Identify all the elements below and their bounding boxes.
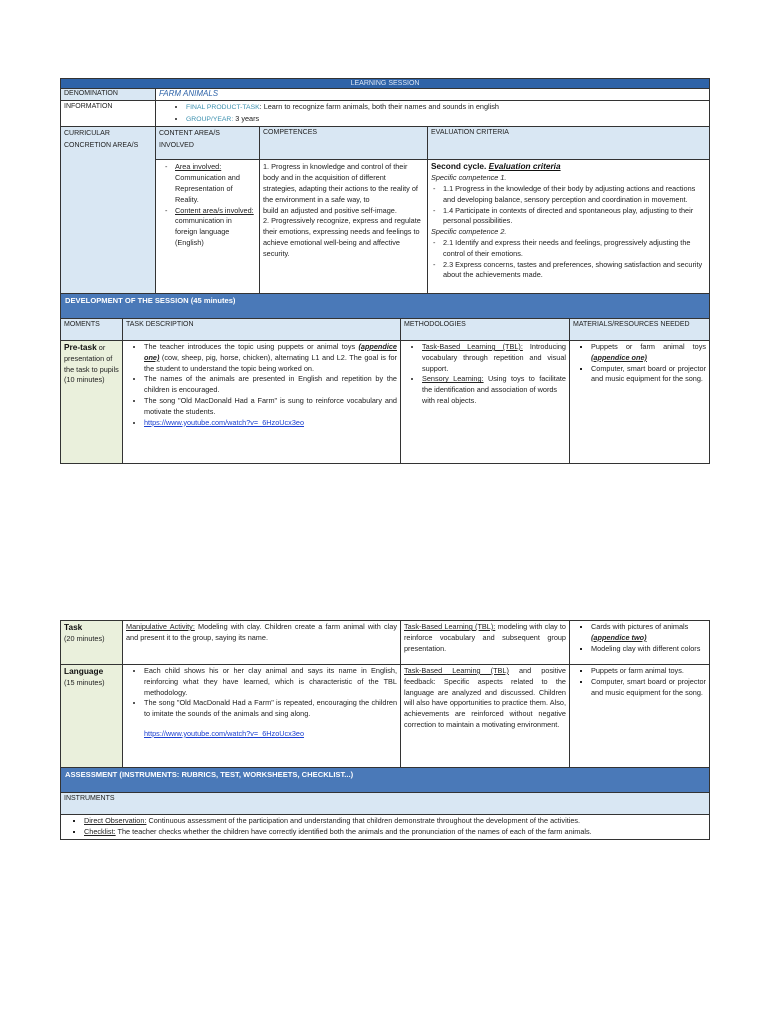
- content-area-involved: - Content area/s involved: communication in foreign language (English): [163, 206, 256, 249]
- language-materials: [570, 665, 710, 768]
- competences-cell: [260, 160, 428, 295]
- moments-label: MOMENTS: [61, 319, 123, 341]
- denomination-value: FARM ANIMALS: [156, 89, 710, 101]
- instruments-label: INSTRUMENTS: [61, 793, 710, 815]
- task-mat-2: ▪ Modeling clay with different colors: [591, 644, 706, 655]
- pretask-meth-2: • Sensory Learning: Using toys to facilitate the identification and association of words: [422, 374, 566, 396]
- pretask-description: [123, 341, 401, 464]
- group-year-item: • GROUP/YEAR: 3 years: [186, 114, 706, 126]
- task-materials-list: [573, 622, 706, 654]
- denomination-label: DENOMINATION: [61, 89, 156, 101]
- content-area-label: CONTENT AREA/S INVOLVED: [156, 127, 260, 160]
- specific-competence-2: Specific competence 2.: [431, 227, 507, 237]
- language-materials-list: [573, 666, 706, 698]
- development-band: DEVELOPMENT OF THE SESSION (45 minutes): [61, 294, 710, 319]
- task-moment: Task (20 minutes): [61, 621, 123, 665]
- task-methodologies: Task-Based Learning (TBL): modeling with clay to reinforce vocabulary and subsequent group presentation.: [401, 621, 570, 665]
- pretask-moment: Pre-task or presentation of the task to pupils (10 minutes): [61, 341, 123, 464]
- evaluation-cell: [428, 160, 710, 295]
- pretask-desc-2: • The names of the animals are presented in English and repetition by the children is encouraged.: [144, 374, 397, 396]
- final-product-item: • FINAL PRODUCT-TASK: Learn to recognize farm animals, both their names and sounds in english: [186, 102, 706, 114]
- information-label: INFORMATION: [61, 100, 156, 127]
- instrument-checklist: ▪ Checklist: The teacher checks whether the children have correctly identified both the animals and the pronunciation of the names of each of the farm animals.: [84, 827, 706, 838]
- language-methodologies: Task-Based Learning (TBL) and positive feedback: Specific aspects related to the language are analyzed and discussed. Children will also have opportunities to practice them. Also, achievements are reinforced without negative correction to maintain a motivating environment.: [401, 665, 570, 768]
- specific-competence-1: Specific competence 1.: [431, 173, 507, 183]
- information-value: [156, 100, 710, 127]
- language-moment: Language (15 minutes): [61, 665, 123, 768]
- language-description-list: [126, 666, 397, 720]
- task-materials: [570, 621, 710, 665]
- competences-label: COMPETENCES: [260, 127, 428, 160]
- language-youtube-link[interactable]: https://www.youtube.com/watch?v=_6HzoUcx3eo: [144, 728, 305, 738]
- information-list: [174, 102, 706, 126]
- language-mat-2: ▪ Computer, smart board or projector and music equipment for the song.: [591, 677, 706, 699]
- criteria-list-1: [431, 184, 706, 227]
- competence-line-4: 2. Progressively recognize, express and regulate their emotions, expressing needs and feelings to achieve emotional well-being and affective security.: [263, 216, 421, 258]
- criteria-list-2: [431, 238, 706, 281]
- language-desc-2: • The song "Old MacDonald Had a Farm" is repeated, encouraging the children to imitate the sounds of the animals and sing along.: [144, 698, 397, 720]
- pretask-meth-1: • Task-Based Learning (TBL): Introducing vocabulary through repetition and visual support.: [422, 342, 566, 374]
- content-areas-cell: [156, 160, 260, 295]
- evaluation-label: EVALUATION CRITERIA: [428, 127, 710, 160]
- task-description: Manipulative Activity: Modeling with clay. Children create a farm animal with clay and present it to the group, saying its name.: [123, 621, 401, 665]
- instrument-direct-observation: ▪ Direct Observation: Continuous assessment of the participation and understanding that children demonstrate throughout the development of the activities.: [84, 816, 706, 827]
- criterion-2-1: - 2.1 Identify and express their needs and feelings, progressively adjusting the control of their emotions.: [431, 238, 706, 260]
- pretask-desc-4: [144, 418, 397, 429]
- materials-label: MATERIALS/RESOURCES NEEDED: [570, 319, 710, 341]
- language-desc-1: • Each child shows his or her clay animal and says its name in English, reinforcing what they have learned, which is characteristic of the TBL methodology.: [144, 666, 397, 698]
- pretask-meth-tail: with real objects.: [422, 395, 477, 405]
- pretask-materials: [570, 341, 710, 464]
- instruments-list: [64, 816, 706, 838]
- pretask-methodologies-list: [404, 342, 566, 396]
- instruments-cell: [61, 815, 710, 840]
- evaluation-heading: Second cycle. Evaluation criteria: [431, 161, 561, 172]
- youtube-link[interactable]: https://www.youtube.com/watch?v=_6HzoUcx3eo: [144, 417, 305, 427]
- pretask-desc-3: • The song "Old MacDonald Had a Farm" is sung to reinforce vocabulary and motivate the students.: [144, 396, 397, 418]
- development-table: [60, 293, 710, 464]
- competence-line-1: 1. Progress in knowledge and control of their body and in the acquisition of different: [263, 162, 408, 183]
- area-involved: - Area involved: Communication and Representation of Reality.: [163, 162, 256, 205]
- session-title: LEARNING SESSION: [61, 79, 710, 89]
- criterion-1-1: - 1.1 Progress in the knowledge of their body by adjusting actions and reactions and developing balance, sensory perception and coordination in movement.: [431, 184, 706, 206]
- pretask-mat-2: ▪ Computer, smart board or projector and music equipment for the song.: [591, 364, 706, 386]
- pretask-methodologies: [401, 341, 570, 464]
- methodologies-label: METHODOLOGIES: [401, 319, 570, 341]
- assessment-band: ASSESSMENT (INSTRUMENTS: RUBRICS, TEST, WORKSHEETS, CHECKLIST...): [61, 768, 710, 793]
- language-description: [123, 665, 401, 768]
- language-mat-1: ▪ Puppets or farm animal toys.: [591, 666, 706, 677]
- task-description-label: TASK DESCRIPTION: [123, 319, 401, 341]
- task-mat-1: ▪ Cards with pictures of animals (appendice two): [591, 622, 706, 644]
- criterion-2-3: - 2.3 Express concerns, tastes and preferences, showing satisfaction and security about the achievements made.: [431, 260, 706, 282]
- competence-line-2: strategies, adapting their actions to the reality of the environment in a safe way, to: [263, 183, 418, 204]
- learning-session-table: [60, 78, 710, 295]
- curricular-label: CURRICULAR CONCRETION AREA/S: [61, 127, 156, 295]
- development-table-continued: [60, 620, 710, 840]
- content-areas-list: [159, 162, 256, 248]
- pretask-desc-1: • The teacher introduces the topic using puppets or animal toys (appendice one) (cow, sheep, pig, horse, chicken), alternating L1 and L2. The goal is for the student to understand the topic being worked on.: [144, 342, 397, 374]
- criterion-1-4: - 1.4 Participate in contexts of directed and spontaneous play, adjusting to their personal possibilities.: [431, 206, 706, 228]
- pretask-mat-1: ▪ Puppets or farm animal toys (appendice one): [591, 342, 706, 364]
- pretask-materials-list: [573, 342, 706, 385]
- competence-line-3: build an adjusted and positive self-image.: [263, 205, 397, 215]
- pretask-description-list: [126, 342, 397, 428]
